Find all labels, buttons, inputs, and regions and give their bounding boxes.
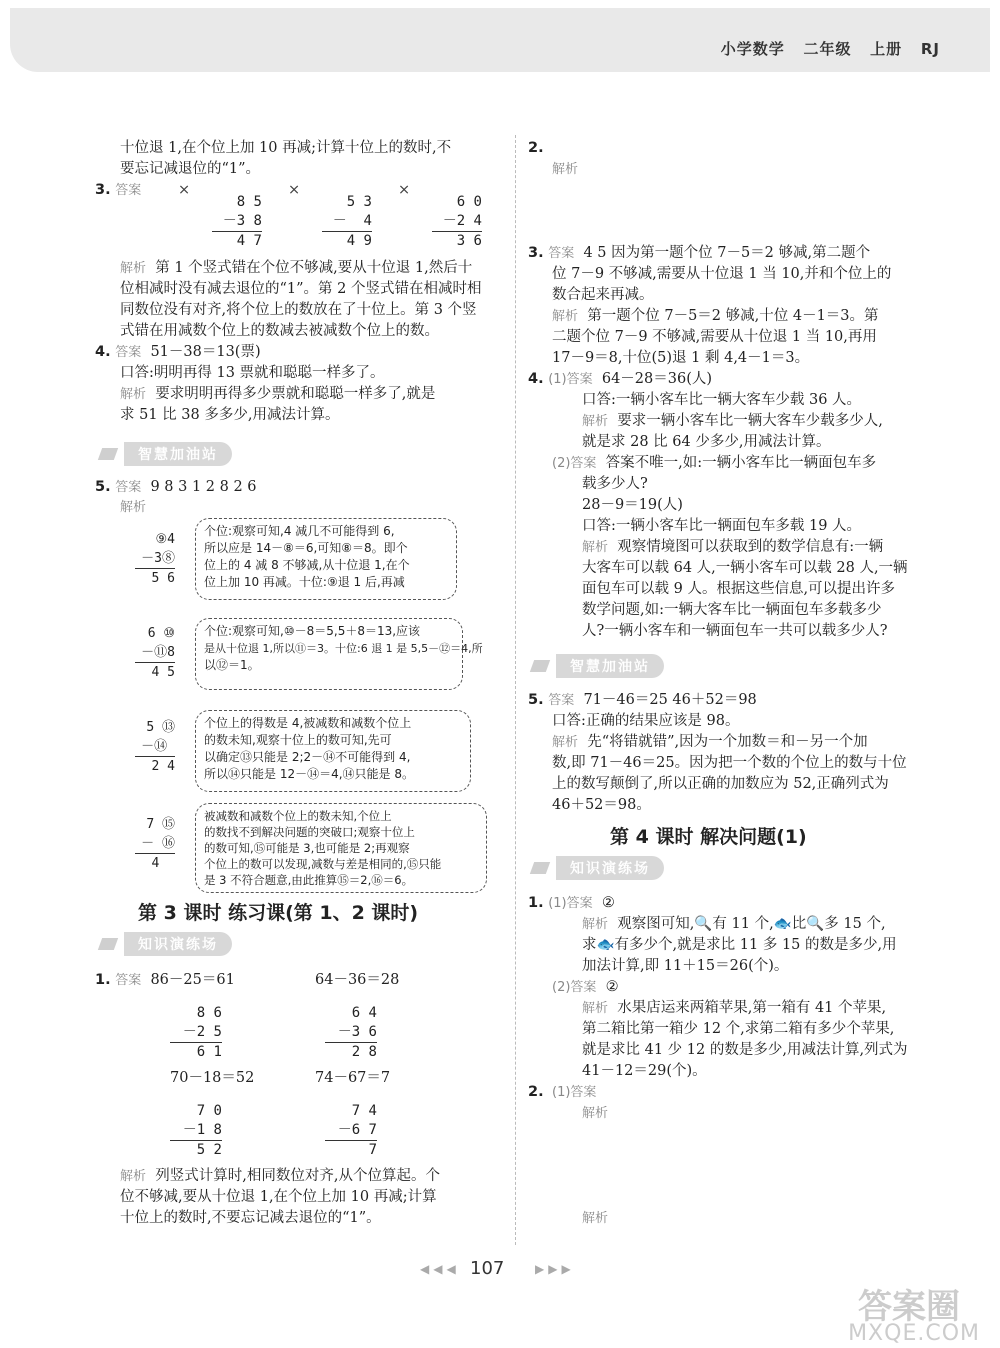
text-line: 人?一辆小客车和一辆面包车一共可以载多少人? <box>582 623 888 639</box>
grade: 二年级 <box>803 40 852 58</box>
text-line: 第 1 个竖式错在个位不够减,要从十位退 1,然后十 <box>155 260 473 276</box>
calc-result: 6 1 <box>170 1042 222 1062</box>
section-icon <box>530 656 556 676</box>
vertical-calc <box>135 718 175 776</box>
question-number: 3. <box>95 182 111 198</box>
calc-row: 7 4 <box>351 1103 377 1119</box>
calc-row: －⑪8 <box>141 645 175 660</box>
page-arrows-left: ◀◀◀ <box>420 1262 460 1276</box>
oral-answer: 口答:正确的结果应该是 98。 <box>552 713 740 729</box>
question-number: 3. <box>528 245 544 261</box>
explain-label: 解析 <box>582 1106 609 1121</box>
box-line: 个位:观察可知,⑩－8＝5,5＋8＝13,应该 <box>204 624 421 638</box>
question-number: 5. <box>95 479 111 495</box>
section-icon <box>98 444 124 464</box>
text-line: 第一题个位 7－5＝2 够减,十位 4－1＝3。第 <box>587 308 879 324</box>
text-line: 十位上的数时,不要忘记减去退位的“1”。 <box>120 1210 381 1226</box>
text-line: 要求一辆小客车比一辆大客车少载多少人, <box>617 413 883 429</box>
column-divider <box>515 135 516 1245</box>
question-number: 2. <box>528 1084 544 1100</box>
equation: 64－36＝28 <box>315 972 400 988</box>
box-line: 是从十位退 1,所以⑪＝3。十位:6 退 1 是 5,5－⑫＝4,所 <box>204 642 483 655</box>
answer-text: 64－28＝36(人) <box>601 371 713 387</box>
answer-text: ② <box>601 895 615 911</box>
calc-row: 6 0 <box>456 194 482 210</box>
text-line: 要求明明再得多少票就和聪聪一样多了,就是 <box>155 386 436 402</box>
answer-text: 答案不唯一,如:一辆小客车比一辆面包车多 <box>605 455 877 471</box>
calc-result: 2 4 <box>135 756 175 776</box>
answer-text: 51－38＝13(票) <box>150 344 261 360</box>
explain-label: 解析 <box>552 735 579 750</box>
box-line: 的数可知,⑮可能是 3,也可能是 2;再观察 <box>204 841 410 855</box>
text-line: 观察图可知,🔍有 11 个,🐟比🔍多 15 个, <box>617 916 886 932</box>
calc-row: －3 6 <box>337 1024 377 1040</box>
calc-result: 4 7 <box>212 231 262 251</box>
text-line: 列竖式计算时,相同数位对齐,从个位算起。个 <box>155 1168 440 1184</box>
answer-text: ② <box>605 979 619 995</box>
text-line: 数合起来再减。 <box>552 287 654 303</box>
section-tag <box>530 654 664 678</box>
calc-result: 4 5 <box>135 662 175 682</box>
explain-box <box>195 618 483 690</box>
answer-label: (1)答案 <box>548 372 593 387</box>
explain-label: 解析 <box>552 162 579 177</box>
calc-row: － 4 <box>332 213 372 229</box>
calc-row: 8 6 <box>196 1005 222 1021</box>
text-line: 位相减时没有减去退位的“1”。第 2 个竖式错在相减时相 <box>120 281 482 297</box>
box-line: 位上加 10 再减。十位:⑨退 1 后,再减 <box>204 575 405 589</box>
box-line: 位上的 4 减 8 不够减,从十位退 1,在个 <box>204 558 410 572</box>
answer-label: (1)答案 <box>548 896 593 911</box>
edition: RJ <box>920 40 940 58</box>
calc-result: 2 8 <box>325 1042 377 1062</box>
section-title: 智慧加油站 <box>124 442 232 466</box>
section-title: 知识演练场 <box>556 856 664 880</box>
explain-label: 解析 <box>552 309 579 324</box>
text-line: 式错在用减数个位上的数减去被减数个位上的数。 <box>120 323 439 339</box>
section-tag <box>98 442 232 466</box>
text-line: 17－9＝8,十位(5)退 1 剩 4,4－1＝3。 <box>552 350 810 366</box>
box-line: 个位上的数可以发现,减数与差是相同的,⑮只能 <box>204 857 442 871</box>
equation: 74－67＝7 <box>315 1070 391 1086</box>
section-tag <box>530 856 664 880</box>
text-line: 上的数写颠倒了,所以正确的加数应为 52,正确列式为 <box>552 776 889 792</box>
calc-result: 3 6 <box>432 231 482 251</box>
answer-label: 答案 <box>115 345 142 360</box>
explain-label: 解析 <box>120 387 147 402</box>
subject: 小学数学 <box>720 40 785 58</box>
box-line: 的数找不到解决问题的突破口;观察十位上 <box>204 825 415 839</box>
explain-label: 解析 <box>120 500 147 515</box>
calc-row: 7 0 <box>196 1103 222 1119</box>
section-tag <box>98 932 232 956</box>
answer-label: 答案 <box>548 693 575 708</box>
section-title: 知识演练场 <box>124 932 232 956</box>
watermark-logo: 答案圈 <box>858 1287 960 1327</box>
calc-row: 5 ⑬ <box>146 720 175 735</box>
text-line: 要忘记减退位的“1”。 <box>120 161 261 177</box>
calc-result: 7 <box>325 1140 377 1160</box>
equation: 70－18＝52 <box>170 1070 255 1086</box>
text-line: 水果店运来两箱苹果,第一箱有 41 个苹果, <box>617 1000 887 1016</box>
question-number: 1. <box>528 895 544 911</box>
box-line: 是 3 不符合题意,由此推算⑮＝2,⑯＝6。 <box>204 873 414 887</box>
box-line: 的数未知,观察十位上的数可知,先可 <box>204 733 392 747</box>
question-number: 2. <box>528 140 544 156</box>
text-line: 先“将错就错”,因为一个加数＝和－另一个加 <box>587 734 868 750</box>
vertical-calc <box>170 1004 222 1062</box>
box-line: 被减数和减数个位上的数未知,个位上 <box>204 809 392 823</box>
calc-row: －6 7 <box>337 1122 377 1138</box>
wrong-mark: × <box>398 182 411 198</box>
explain-label: 解析 <box>582 1001 609 1016</box>
calc-row: －⑭ <box>141 739 175 754</box>
lesson-title: 第 4 课时 解决问题(1) <box>610 826 807 848</box>
text-line: 41－12＝29(个)。 <box>582 1063 707 1079</box>
box-line: 以⑫＝1。 <box>204 658 260 672</box>
calc-result: 5 6 <box>135 568 175 588</box>
section-icon <box>98 934 124 954</box>
vertical-calc <box>170 1102 222 1160</box>
calc-row: －3⑧ <box>141 551 175 566</box>
explain-label: 解析 <box>582 414 609 429</box>
explain-label: 解析 <box>120 261 147 276</box>
text-line: 数学问题,如:一辆大客车比一辆面包车多载多少 <box>582 602 882 618</box>
equation: 86－25＝61 <box>150 972 235 988</box>
vertical-calc <box>322 193 372 251</box>
vertical-calc <box>325 1102 377 1160</box>
vertical-calc <box>135 624 175 682</box>
explain-box <box>195 518 457 600</box>
vertical-calc <box>325 1004 377 1062</box>
calc-row: － ⑯ <box>141 836 175 851</box>
text-line: 46＋52＝98。 <box>552 797 651 813</box>
calc-row: －2 5 <box>182 1024 222 1040</box>
oral-answer: 口答:一辆小客车比一辆大客车少载 36 人。 <box>582 392 862 408</box>
text-line: 位不够减,要从十位退 1,在个位上加 10 再减;计算 <box>120 1189 437 1205</box>
text-line: 就是求比 41 少 12 的数是多少,用减法计算,列式为 <box>582 1042 908 1058</box>
vertical-calc <box>135 530 175 588</box>
oral-answer: 口答:一辆小客车比一辆面包车多载 19 人。 <box>582 518 862 534</box>
calc-row: 6 4 <box>351 1005 377 1021</box>
text-line: 同数位没有对齐,将个位上的数放在了十位上。第 3 个竖 <box>120 302 477 318</box>
answer-label: (2)答案 <box>552 980 597 995</box>
text-line: 面包车可以载 9 人。根据这些信息,可以提出许多 <box>582 581 896 597</box>
text-line: 载多少人? <box>582 476 648 492</box>
calc-row: 6 ⑩ <box>147 626 175 641</box>
answer-label: (2)答案 <box>552 456 597 471</box>
answer-label: 答案 <box>115 480 142 495</box>
text-line: 求🐟有多少个,就是求比 11 多 15 的数是多少,用 <box>582 937 897 953</box>
answer-label: 答案 <box>115 183 142 198</box>
vertical-calc <box>135 815 175 873</box>
text-line: 加法计算,即 11＋15＝26(个)。 <box>582 958 789 974</box>
explain-box <box>195 803 487 893</box>
question-number: 5. <box>528 692 544 708</box>
watermark-url: MXQE.COM <box>848 1321 980 1346</box>
calc-result: 5 2 <box>170 1140 222 1160</box>
answer-label: (1)答案 <box>552 1085 597 1100</box>
calc-row: 5 3 <box>346 194 372 210</box>
page-number: 107 <box>470 1258 505 1279</box>
wrong-mark: × <box>178 182 191 198</box>
text-line: 观察情境图可以获取到的数学信息有:一辆 <box>617 539 884 555</box>
calc-row: ⑨4 <box>155 532 175 547</box>
vertical-calc <box>432 193 482 251</box>
answer-text: 71－46＝25 46＋52＝98 <box>583 692 757 708</box>
box-line: 所以应是 14－⑧＝6,可知⑧＝8。即个 <box>204 541 408 555</box>
calc-row: 8 5 <box>236 194 262 210</box>
calc-result: 4 <box>135 853 175 873</box>
answer-label: 答案 <box>548 246 575 261</box>
calc-row: 7 ⑮ <box>146 817 175 832</box>
section-icon <box>530 858 556 878</box>
question-number: 4. <box>95 344 111 360</box>
equation: 28－9＝19(人) <box>582 497 683 513</box>
text-line: 求 51 比 38 多多少,用减法计算。 <box>120 407 340 423</box>
header-title <box>721 38 940 59</box>
calc-row: －3 8 <box>222 213 262 229</box>
page-arrows-right: ▶▶▶ <box>535 1262 575 1276</box>
section-title: 智慧加油站 <box>556 654 664 678</box>
wrong-mark: × <box>288 182 301 198</box>
box-line: 个位:观察可知,4 减几不可能得到 6, <box>204 524 395 538</box>
calc-row: －1 8 <box>182 1122 222 1138</box>
text-line: 位 7－9 不够减,需要从十位退 1 当 10,并和个位上的 <box>552 266 892 282</box>
calc-row: －2 4 <box>442 213 482 229</box>
term: 上册 <box>870 40 903 58</box>
text-line: 二题个位 7－9 不够减,需要从十位退 1 当 10,再用 <box>552 329 877 345</box>
calc-result: 4 9 <box>322 231 372 251</box>
text-line: 大客车可以载 64 人,一辆小客车可以载 28 人,一辆 <box>582 560 908 576</box>
question-number: 4. <box>528 371 544 387</box>
explain-label: 解析 <box>582 540 609 555</box>
lesson-title: 第 3 课时 练习课(第 1、2 课时) <box>138 902 419 924</box>
text-line: 就是求 28 比 64 少多少,用减法计算。 <box>582 434 831 450</box>
box-line: 所以⑭只能是 12－⑭＝4,⑭只能是 8。 <box>204 767 414 781</box>
explain-label: 解析 <box>582 1211 609 1226</box>
explain-box <box>195 710 471 792</box>
answer-text: 4 5 因为第一题个位 7－5＝2 够减,第二题个 <box>583 245 871 261</box>
text-line: 十位退 1,在个位上加 10 再减;计算十位上的数时,不 <box>120 140 452 156</box>
box-line: 以确定⑬只能是 2;2－⑭不可能得到 4, <box>204 750 411 764</box>
explain-label: 解析 <box>120 1169 147 1184</box>
answer-label: 答案 <box>115 973 142 988</box>
question-number: 1. <box>95 972 111 988</box>
oral-answer: 口答:明明再得 13 票就和聪聪一样多了。 <box>120 365 385 381</box>
text-line: 数,即 71－46＝25。因为把一个数的个位上的数与十位 <box>552 755 907 771</box>
box-line: 个位上的得数是 4,被减数和减数个位上 <box>204 716 412 730</box>
answer-text: 9 8 3 1 2 8 2 6 <box>150 479 257 495</box>
vertical-calc <box>212 193 262 251</box>
text-line: 第二箱比第一箱少 12 个,求第二箱有多少个苹果, <box>582 1021 895 1037</box>
explain-label: 解析 <box>582 917 609 932</box>
